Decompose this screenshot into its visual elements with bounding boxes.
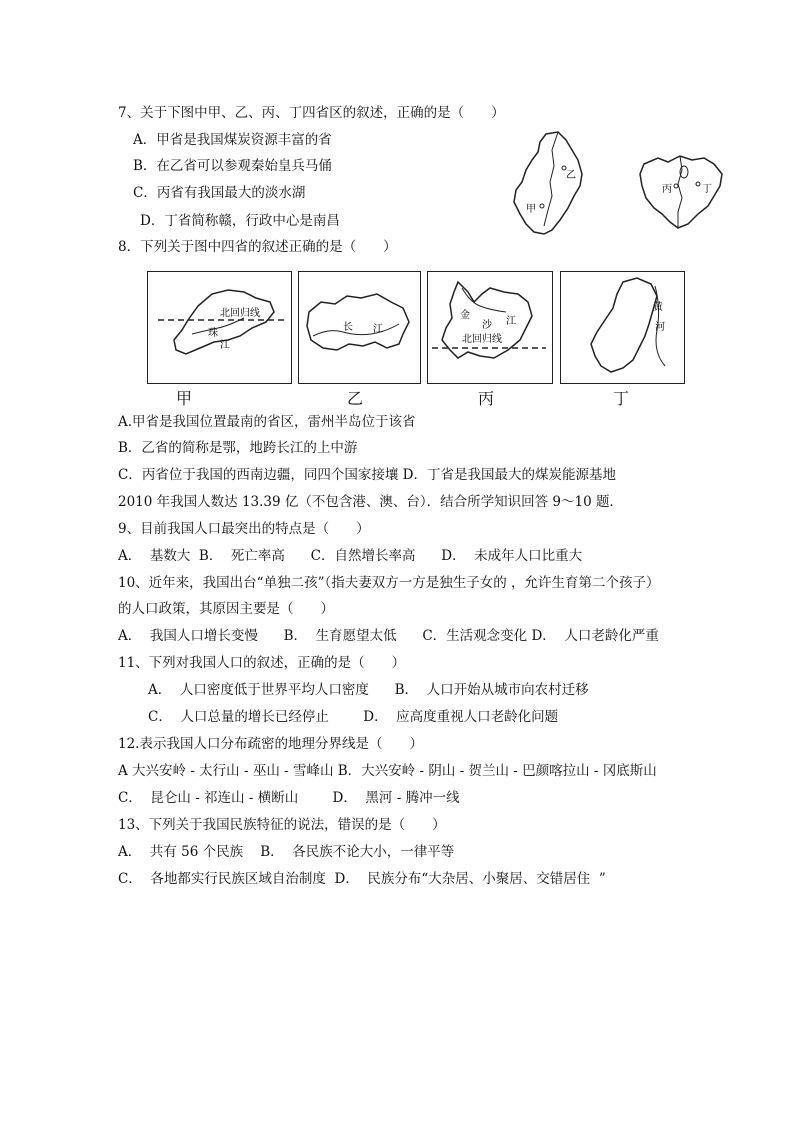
q7-map-bing-ding [636,154,728,232]
q13-options-a-b: A． 共有 56 个民族 B． 各民族不论大小，一律平等 [118,844,455,860]
q8-p3-river-label-3: 江 [506,316,516,327]
q8-map-panel-ding [560,271,685,384]
q7-option-c: C．丙省有我国最大的淡水湖 [133,185,306,201]
q13-options-c-d: C． 各地都实行民族区域自治制度 D． 民族分布“大杂居、小聚居、交错居住 ” [118,871,606,887]
q8-option-a: A.甲省是我国位置最南的省区，雷州半岛位于该省 [118,414,416,430]
q8-caption-jia: 甲 [176,389,193,408]
q10-options: A． 我国人口增长变慢 B． 生育愿望太低 C．生活观念变化 D． 人口老龄化严重 [118,628,659,644]
q8-p4-river-label-2: 河 [655,322,665,333]
q8-caption-bing: 丙 [478,389,495,408]
q8-p1-tropic-label: 北回归线 [220,308,260,319]
q11-stem: 11、下列对我国人口的叙述，正确的是（ ） [118,655,406,671]
q8-p3-river-label-1: 金 [460,310,470,321]
q9-stem: 9、目前我国人口最突出的特点是（ ） [118,521,370,537]
q8-map-panel-bing [427,271,553,384]
q8-p3-tropic-label: 北回归线 [462,334,502,345]
q8-map-panel-yi [298,271,421,384]
q10-stem-line1: 10、近年来，我国出台“单独二孩”（指夫妻双方一方是独生子女的 ，允许生育第二个孩子） [118,575,660,591]
q8-p2-river-label-2: 江 [373,324,383,335]
q9-options: A． 基数大 B． 死亡率高 C．自然增长率高 D． 未成年人口比重大 [118,548,583,564]
q8-option-b: B．乙省的简称是鄂，地跨长江的上中游 [118,440,358,456]
q13-stem: 13、下列关于我国民族特征的说法，错误的是（ ） [118,817,446,833]
q8-p3-river-label-2: 沙 [482,320,492,331]
q8-option-c-d: C．丙省位于我国的西南边疆，同四个国家接壤 D．丁省是我国最大的煤炭能源基地 [118,467,616,483]
q7-option-d: D．丁省简称赣，行政中心是南昌 [140,213,340,229]
q12-options-a-b: A 大兴安岭 - 太行山 - 巫山 - 雪峰山 B．大兴安岭 - 阴山 - 贺兰山 - 巴颜喀拉山 - 冈底斯山 [118,763,657,779]
q8-p2-river-label-1: 长 [343,322,353,333]
q12-stem: 12.表示我国人口分布疏密的地理分界线是（ ） [118,736,423,752]
q7-map-jia-yi [508,130,590,238]
q8-stem: 8．下列关于图中四省的叙述正确的是（ ） [118,239,397,255]
q8-map-panel-jia [147,271,292,384]
q7-map-label-yi: 乙 [566,170,576,181]
q8-caption-ding: 丁 [613,389,630,408]
q8-p4-river-label-1: 黄 [653,302,663,313]
q11-options-a-b: A． 人口密度低于世界平均人口密度 B． 人口开始从城市向农村迁移 [148,682,589,698]
q7-option-a: A．甲省是我国煤炭资源丰富的省 [133,132,332,148]
q7-map-label-jia: 甲 [526,204,536,215]
q7-option-b: B．在乙省可以参观秦始皇兵马俑 [133,158,332,174]
q7-stem: 7、关于下图中甲、乙、丙、丁四省区的叙述，正确的是（ ） [118,105,505,121]
q10-stem-line2: 的人口政策，其原因主要是（ ） [118,601,334,617]
q9-10-intro: 2010 年我国人数达 13.39 亿（不包含港、澳、台）．结合所学知识回答 9～10 题． [118,494,623,510]
q8-caption-yi: 乙 [347,389,364,408]
q8-p1-river-label-1: 珠 [208,328,218,339]
q11-options-c-d: C． 人口总量的增长已经停止 D． 应高度重视人口老龄化问题 [148,709,559,725]
q7-map-label-ding: 丁 [702,184,712,195]
q8-p1-river-label-2: 江 [220,340,230,351]
q7-map-label-bing: 丙 [662,184,672,195]
q12-options-c-d: C． 昆仑山 - 祁连山 - 横断山 D． 黑河 - 腾冲一线 [118,790,460,806]
